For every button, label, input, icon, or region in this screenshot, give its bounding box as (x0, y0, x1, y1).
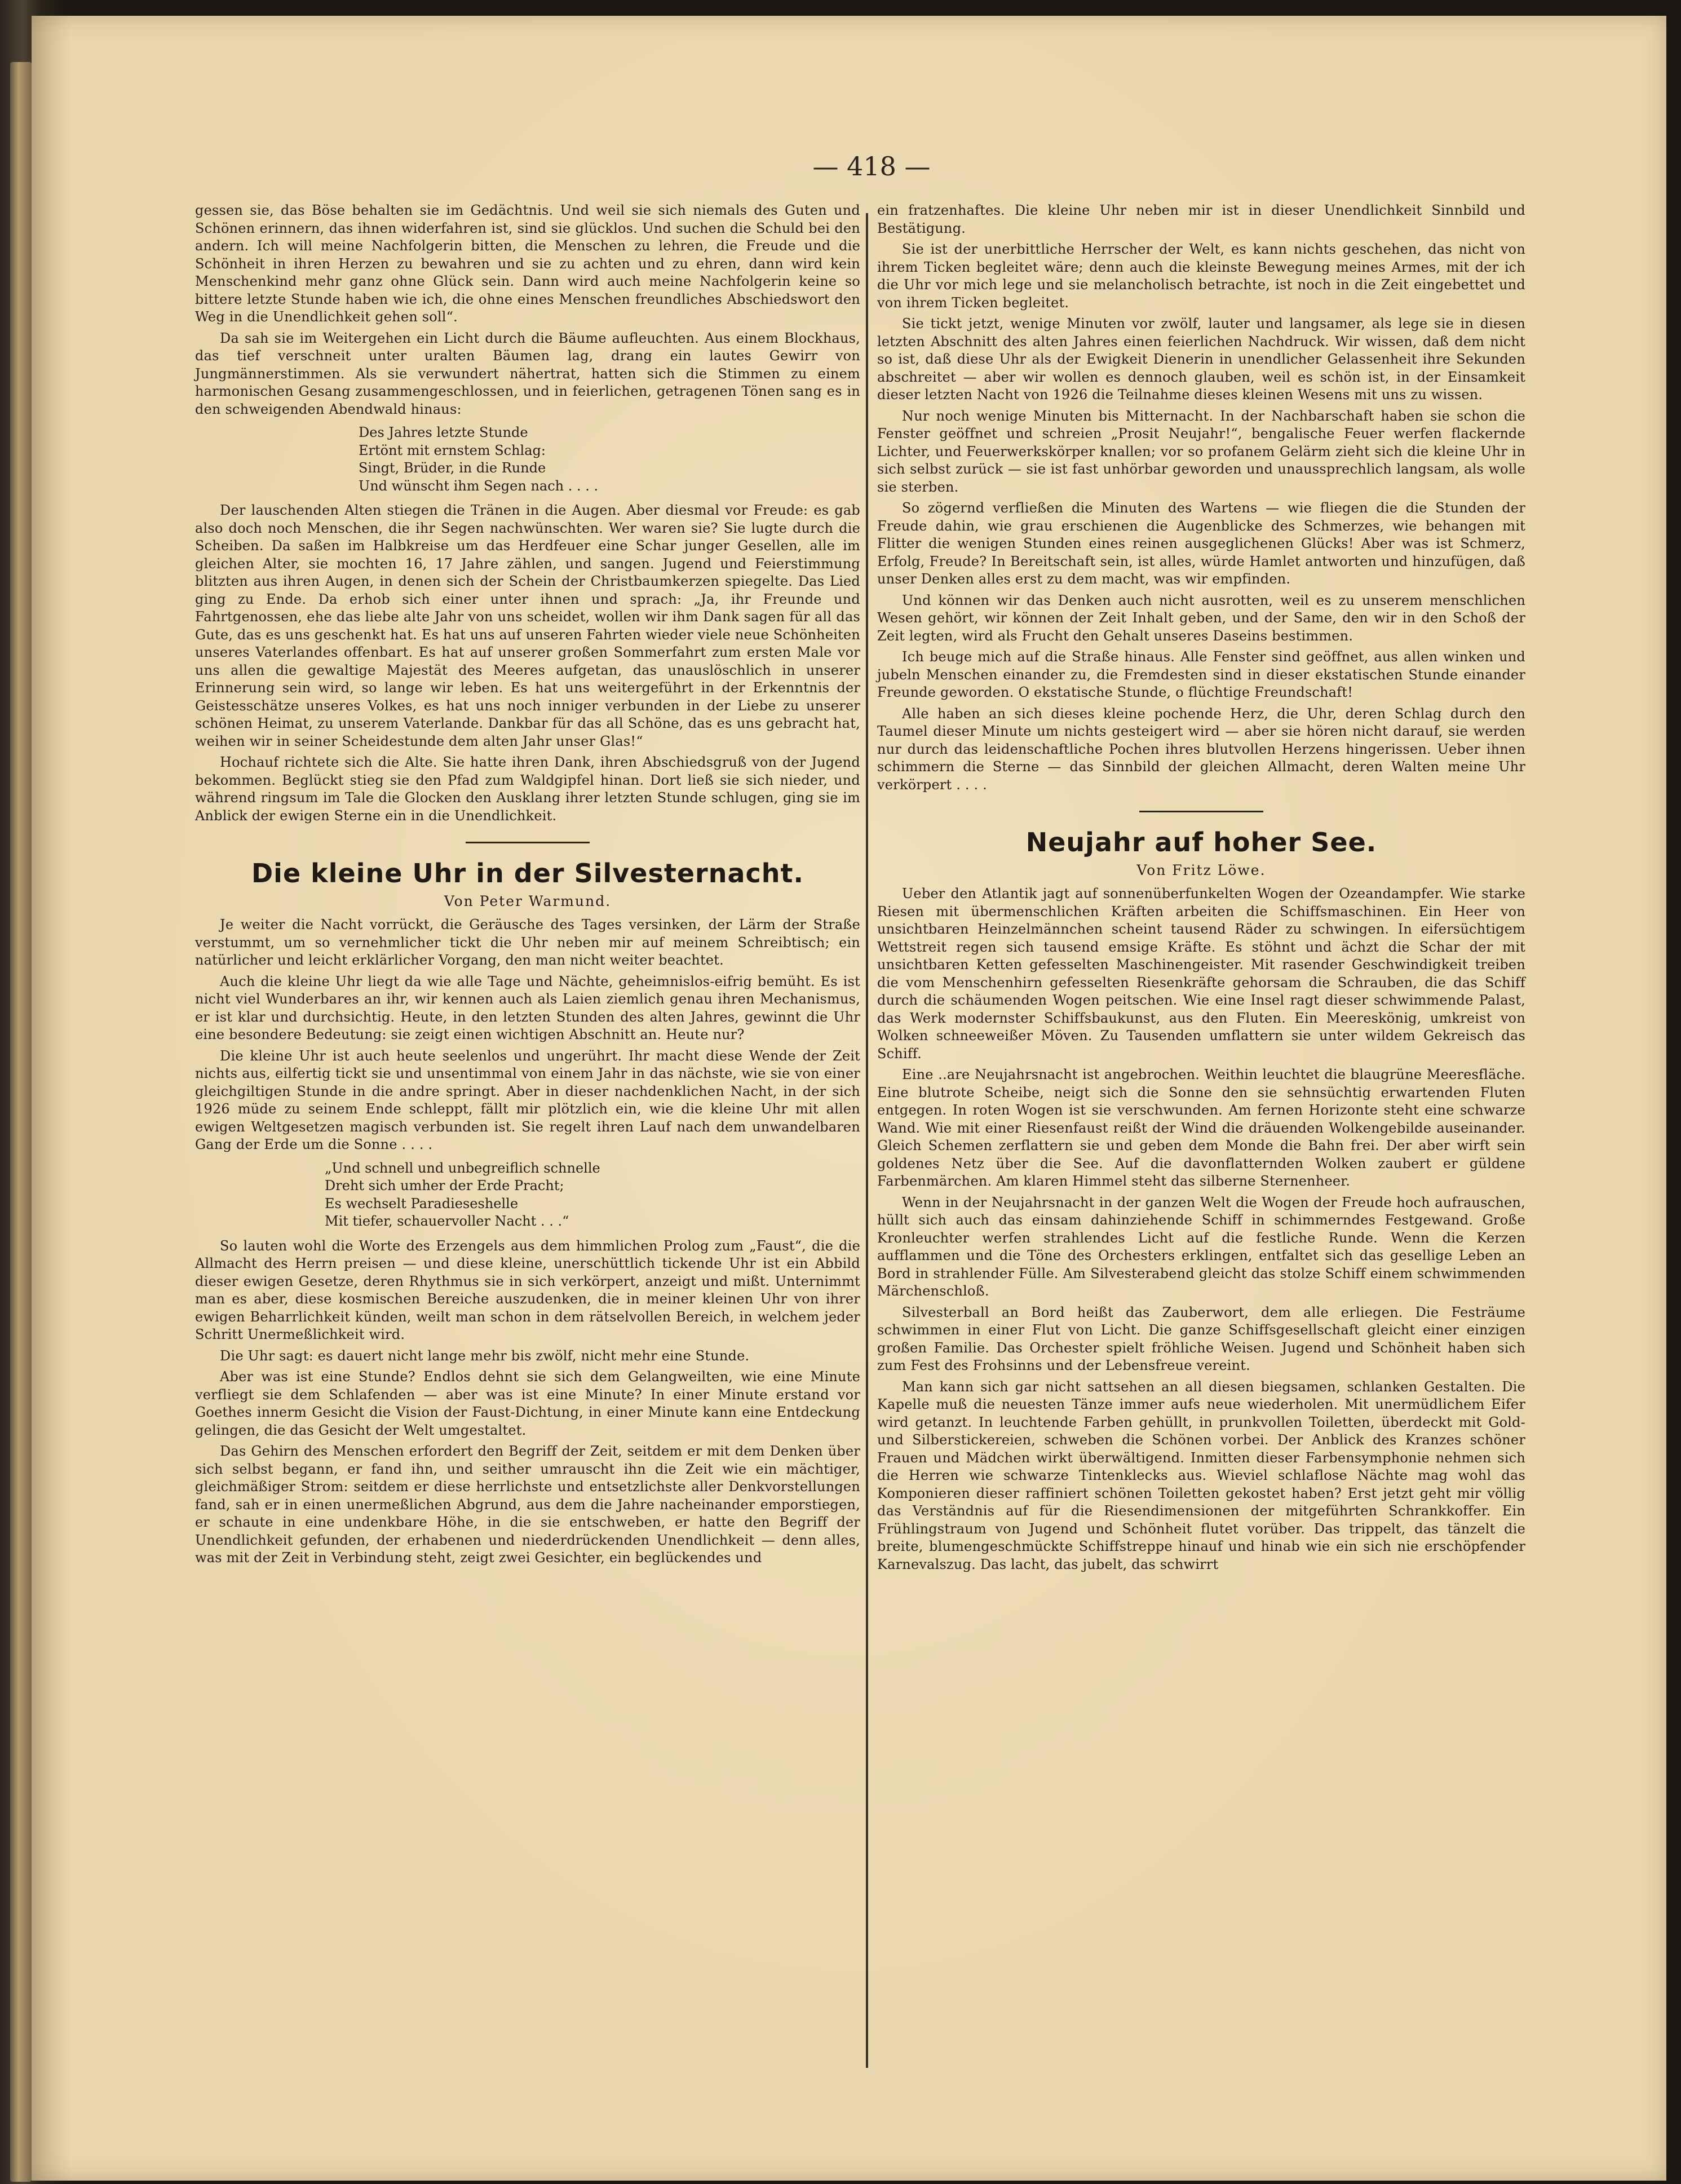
verse-line: Mit tiefer, schauervoller Nacht . . .“ (325, 1213, 569, 1229)
paragraph: So lauten wohl die Worte des Erzengels aus dem himmlichen Prolog zum „Faust“, die die Allmacht des Herrn preisen — und diese kleine, unerschüttlich tickende Uhr ist ein Abbild dieser ewigen Gesetze, deren Rhythmus sie in sich verkörpert, anzeigt und mißt. Unternimmt man es aber, diese kosmischen Bereiche auszudenken, die in meiner kleinen Uhr von ihrer ewigen Beharrlichkeit künden, weilt man schon in dem rätselvollen Bereich, in welchem jeder Schritt Unermeßlichkeit wird. (195, 1237, 860, 1342)
paragraph: So zögernd verfließen die Minuten des Wartens — wie fliegen die die Stunden der Freude dahin, wie grau erschienen die Augenblicke des Schmerzes, wie behangen mit Flitter die wenigen Stunden eines reinen ausgeglichenen Glücks! Aber was ist Schmerz, Erfolg, Freude? In Bereitschaft sein, ist alles, würde Hamlet antworten und hinzufügen, daß unser Denken alles erst zu dem macht, was wir empfinden. (877, 500, 1525, 587)
paragraph: Sie ist der unerbittliche Herrscher der Welt, es kann nichts geschehen, das nicht von ihrem Ticken begleitet wäre; denn auch die kleinste Bewegung meines Armes, mit der ich die Uhr vor mich lege und sie melancholisch betrachte, ist noch in die Zeit eingebettet und von ihrem Ticken begleitet. (877, 241, 1525, 311)
paragraph: Die kleine Uhr ist auch heute seelenlos und ungerührt. Ihr macht diese Wende der Zeit nichts aus, eilfertig tickt sie und unsentimmal von einem Jahr in das nächste, wie sie von einer gleichgiltigen Stunde in die andre springt. Aber in dieser nachdenklichen Nacht, in der sich 1926 müde zu seinem Ende schleppt, fällt mir plötzlich ein, wie die kleine Uhr mit allen ewigen Weltgesetzen magisch verbunden ist. Sie regelt ihren Lauf nach dem unwandelbaren Gang der Erde um die Sonne . . . . (195, 1047, 860, 1152)
verse-line: Des Jahres letzte Stunde (359, 425, 528, 440)
article-headline: Neujahr auf hoher See. (1025, 827, 1377, 857)
paragraph: Nur noch wenige Minuten bis Mitternacht. In der Nachbarschaft haben sie schon die Fenster geöffnet und schreien „Prosit Neujahr!“, bengalische Feuer werfen flackernde Lichter, und Feuerwerkskörper knallen; vor so profanem Gelärm zieht sich die kleine Uhr in sich selbst zurück — sie ist fast unhörbar geworden und unaussprechlich langsam, als wolle sie sterben. (877, 408, 1525, 495)
paragraph: Und können wir das Denken auch nicht ausrotten, weil es zu unserem menschlichen Wesen gehört, wir können der Zeit Inhalt geben, und der Same, den wir in den Schoß der Zeit legten, wird als Frucht den Gehalt unseres Daseins bestimmen. (877, 592, 1525, 644)
verse-line: Dreht sich umher der Erde Pracht; (325, 1178, 564, 1193)
newspaper-page (32, 16, 1666, 2181)
verse-line: Singt, Brüder, in die Runde (359, 460, 546, 476)
separator-rule (1139, 811, 1263, 812)
paragraph: Eine ..are Neujahrsnacht ist angebrochen. Weithin leuchtet die blaugrüne Meeresfläche. Eine blutrote Scheibe, neigt sich die Sonne den sie sehnsüchtig erwartenden Fluten entgegen. In roten Wogen ist sie verschwunden. Am fernen Horizonte steht eine schwarze Wand. Wie mit einer Riesenfaust reißt der Wind die dräuenden Wolkengebilde auseinander. Gleich Schemen zerflattern sie und geben dem Monde die Bahn frei. Der aber wirft sein goldenes Netz über die See. Auf die davonflatternden Wolken zaubert er güldene Farbenmärchen. Am klaren Himmel steht das silberne Sternenheer. (877, 1067, 1525, 1189)
book-binding-edge (10, 62, 32, 2182)
verse-line: Und wünscht ihm Segen nach . . . . (359, 478, 599, 494)
verse-block (325, 1160, 860, 1231)
paragraph: gessen sie, das Böse behalten sie im Gedächtnis. Und weil sie sich niemals des Guten und Schönen erinnern, das ihnen widerfahren ist, sind sie glücklos. Und suchen die Schuld bei den andern. Ich will meine Nachfolgerin bitten, die Menschen zu lehren, die Freude und die Schönheit in ihren Herzen zu bewahren und sie zu achten und zu ehren, dann wird kein Menschenkind mehr ganz ohne Glück sein. Dann wird auch meine Nachfolgerin keine so bittere letzte Stunde haben wie ich, die ohne eines Menschen freundliches Abschiedswort den Weg in die Unendlichkeit gehen soll“. (195, 202, 860, 325)
paragraph: Aber was ist eine Stunde? Endlos dehnt sie sich dem Gelangweilten, wie eine Minute verfliegt sie dem Schlafenden — aber was ist eine Minute? In einer Minute erstand vor Goethes innerm Gesicht die Vision der Faust-Dichtung, in einer Minute kann eine Entdeckung gelingen, die das Gesicht der Welt umgestaltet. (195, 1369, 860, 1438)
separator-rule (466, 842, 590, 843)
right-column (877, 202, 1525, 1577)
paragraph: Auch die kleine Uhr liegt da wie alle Tage und Nächte, geheimnislos-eifrig bemüht. Es ist nicht viel Wunderbares an ihr, wir kennen auch als Laien ziemlich genau ihren Mechanismus, er ist klar und durchsichtig. Heute, in den letzten Stunden des alten Jahres, gewinnt die Uhr eine besondere Bedeutung: sie zeigt einen wichtigen Abschnitt an. Heute nur? (195, 973, 860, 1042)
article-byline: Von Peter Warmund. (444, 893, 612, 909)
verse-block (359, 424, 860, 495)
paragraph: Silvesterball an Bord heißt das Zauberwort, dem alle erliegen. Die Festräume schwimmen in einer Flut von Licht. Die ganze Schiffsgesellschaft gleicht einer einzigen großen Familie. Das Orchester spielt fröhliche Weisen. Jugend und Schönheit haben sich zum Fest des Frohsinns und der Lebensfreue vereint. (877, 1304, 1525, 1373)
paragraph: Da sah sie im Weitergehen ein Licht durch die Bäume aufleuchten. Aus einem Blockhaus, das tief verschneit unter uralten Bäumen lag, drang ein lautes Gewirr von Jungmännerstimmen. Als sie verwundert nähertrat, hatten sich die Stimmen zu einem harmonischen Gesang zusammengeschlossen, und in feierlichen, getragenen Tönen sang es in den schweigenden Abendwald hinaus: (195, 330, 860, 417)
left-column (195, 202, 860, 1571)
verse-line: Es wechselt Paradieseshelle (325, 1195, 519, 1212)
paragraph: Sie tickt jetzt, wenige Minuten vor zwölf, lauter und langsamer, als lege sie in diesen letzten Abschnitt des alten Jahres einen feierlichen Nachdruck. Wir wissen, daß dem nicht so ist, daß diese Uhr als der Ewigkeit Dienerin in unendlicher Gelassenheit ihre Sekunden abschreitet — aber wir wollen es dennoch glauben, weil es schön ist, in der Einsamkeit dieser letzten Nacht von 1926 die Teilnahme dieses kleinen Wesens mit uns zu wissen. (877, 316, 1525, 403)
paragraph: Das Gehirn des Menschen erfordert den Begriff der Zeit, seitdem er mit dem Denken über sich selbst begann, er fand ihn, und seither umrauscht ihn die Zeit wie ein mächtiger, gleichmäßiger Strom: seitdem er diese herrlichste und entsetzlichste aller Denkvorstellungen fand, sah er in einen unermeßlichen Abgrund, aus dem die Jahre nacheinander emporstiegen, er schaute in eine undenkbare Höhe, in die sie entschweben, er hatte den Begriff der Unendlichkeit gefunden, der erhabenen und niederdrückenden Unendlichkeit — denn alles, was mit der Zeit in Verbindung steht, zeigt zwei Gesichter, ein beglückendes und (195, 1443, 860, 1566)
paragraph: ein fratzenhaftes. Die kleine Uhr neben mir ist in dieser Unendlichkeit Sinnbild und Bestätigung. (877, 202, 1525, 236)
column-divider (866, 213, 868, 2068)
verse-line: Ertönt mit ernstem Schlag: (359, 442, 546, 458)
paragraph: Alle haben an sich dieses kleine pochende Herz, die Uhr, deren Schlag durch den Taumel dieser Minute um nichts gesteigert wird — aber sie hören nicht darauf, sie werden nur durch das leidenschaftliche Pochen ihres blutvollen Herzens hingerissen. Ueber ihnen schimmern die Sterne — das Sinnbild der gleichen Allmacht, deren Walten meine Uhr verkörpert . . . . (877, 705, 1525, 793)
paragraph: Hochauf richtete sich die Alte. Sie hatte ihren Dank, ihren Abschiedsgruß von der Jugend bekommen. Beglückt stieg sie den Pfad zum Waldgipfel hinan. Dort ließ sie sich nieder, und während ringsum im Tale die Glocken den Ausklang ihrer letzten Stunde schlugen, ging sie im Anblick der ewigen Sterne ein in die Unendlichkeit. (195, 754, 860, 824)
paragraph: Man kann sich gar nicht sattsehen an all diesen biegsamen, schlanken Gestalten. Die Kapelle muß die neuesten Tänze immer aufs neue wiederholen. Mit unermüdlichem Eifer wird getanzt. In leuchtende Farben gehüllt, in prunkvollen Toiletten, überdeckt mit Gold- und Silberstickereien, schweben die Schönen vorbei. Der Anblick des Kranzes schöner Frauen und Mädchen wirkt überwältigend. Inmitten dieser Farbensymphonie nehmen sich die Herren wie schwarze Tintenklecks aus. Wieviel schlaflose Nächte mag wohl das Komponieren dieser raffiniert schönen Toiletten gekostet haben? Erst jetzt geht mir völlig das Verständnis auf für die Riesendimensionen der mitgeführten Schrankkoffer. Ein Frühlingstraum von Jugend und Schönheit flutet vorüber. Das trippelt, das tänzelt die breite, blumengeschmückte Schiffstreppe hinauf und hinab wie ein sich nie erschöpfender Karnevalszug. Das lacht, das jubelt, das schwirrt (877, 1378, 1525, 1572)
paragraph: Wenn in der Neujahrsnacht in der ganzen Welt die Wogen der Freude hoch aufrauschen, hüllt sich auch das einsam dahinziehende Schiff in schimmerndes Festgewand. Große Kronleuchter werfen strahlendes Licht auf die festliche Runde. Wenn die Kerzen aufflammen und die Töne des Orchesters erklingen, entfaltet sich das gesellige Leben an Bord in strahlender Fülle. Am Silvesterabend gleicht das stolze Schiff einem schwimmenden Märchenschloß. (877, 1194, 1525, 1299)
paragraph: Ich beuge mich auf die Straße hinaus. Alle Fenster sind geöffnet, aus allen winken und jubeln Menschen einander zu, die Fremdesten sind in dieser ekstatischen Stunde einander Freunde geworden. O ekstatische Stunde, o flüchtige Freundschaft! (877, 649, 1525, 700)
verse-line: „Und schnell und unbegreiflich schnelle (325, 1160, 600, 1176)
paragraph: Ueber den Atlantik jagt auf sonnenüberfunkelten Wogen der Ozeandampfer. Wie starke Riesen mit übermenschlichen Kräften arbeiten die Schiffsmaschinen. Ein Heer von unsichtbaren Heinzelmännchen scheint tausend Räder zu schwingen. In eifersüchtigem Wettstreit regen sich tausend emsige Kräfte. Es stöhnt und ächzt die Schar der mit unsichtbaren Ketten gefesselten Maschinengeister. Mit rasender Geschwindigkeit treiben die vom Menschenhirn gefesselten Riesenkräfte gehorsam die Schrauben, die das Schiff durch die schäumenden Wogen peitschen. Wie eine Insel ragt dieser schwimmende Palast, das Werk modernster Schiffsbaukunst, aus den Fluten. Ein Meereskönig, umkreist von Wolken schneeweißer Möven. Zu Tausenden umflattern sie unter wildem Gekreisch das Schiff. (877, 886, 1525, 1062)
article-byline: Von Fritz Löwe. (1136, 862, 1266, 878)
article-headline: Die kleine Uhr in der Silvesternacht. (251, 858, 804, 888)
paragraph: Die Uhr sagt: es dauert nicht lange mehr bis zwölf, nicht mehr eine Stunde. (220, 1347, 750, 1364)
paragraph: Je weiter die Nacht vorrückt, die Geräusche des Tages versinken, der Lärm der Straße verstummt, um so vernehmlicher tickt die Uhr neben mir auf meinem Schreibtisch; ein natürlicher und leicht erklärlicher Vorgang, den man nicht weiter beachtet. (195, 917, 860, 968)
paragraph: Der lauschenden Alten stiegen die Tränen in die Augen. Aber diesmal vor Freude: es gab also doch noch Menschen, die ihr Segen nachwünschten. Wer waren sie? Sie lugte durch die Scheiben. Da saßen im Halbkreise um das Herdfeuer eine Schar junger Gesellen, alle im gleichen Alter, sie mochten 16, 17 Jahre zählen, und sangen. Jugend und Feierstimmung blitzten aus ihren Augen, in denen sich der Schein der Christbaumkerzen spiegelte. Das Lied ging zu Ende. Da erhob sich einer unter ihnen und sprach: „Ja, ihr Freunde und Fahrtgenossen, ehe das liebe alte Jahr von uns scheidet, wollen wir ihm Dank sagen für all das Gute, das es uns geschenkt hat. Es hat uns auf unseren Fahrten wieder viele neue Schönheiten unseres Vaterlandes offenbart. Es hat auf unserer großen Sommerfahrt zum ersten Male vor uns allen die gewaltige Majestät des Meeres aufgetan, das unauslöschlich in unserer Erinnerung sein wird, so lange wir leben. Es hat uns weitergeführt in der Erkenntnis der Geistesschätze unseres Volkes, es hat uns noch inniger verbunden in der Liebe zu unserer schönen Heimat, zu unserem Vaterlande. Dankbar für das all Schöne, das es uns gebracht hat, weihen wir in seiner Scheidestunde dem alten Jahr unser Glas!“ (195, 502, 860, 749)
page-number: — 418 — (812, 151, 931, 182)
